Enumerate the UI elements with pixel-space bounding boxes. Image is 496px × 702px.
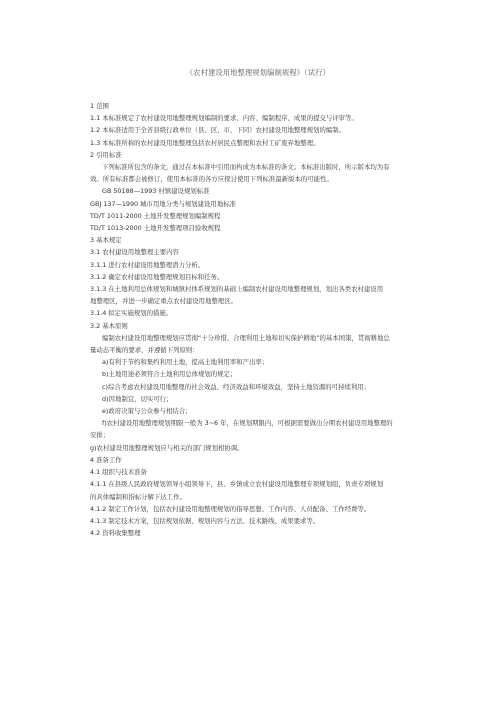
paragraph-line: 3.1 农村建设用地整理主要内容 [90,248,179,257]
paragraph-line: 4.2 资料收集整理 [90,529,141,538]
paragraph-line: e)政府决策与公众参与相结合； [102,407,192,416]
paragraph-line: 编制农村建设用地整理规划应贯彻“十分珍惜、合理利用土地和切实保护耕地”的基本国策，贯彻耕地总 [102,333,390,342]
paragraph-line: g)农村建设用地整理规划应与相关的部门规划相协调。 [90,443,244,452]
paragraph-line: 3.1.2 确定农村建设用地整理规划目标和任务。 [90,272,224,281]
paragraph-line: TD/T 1013-2000 土地开发整理项目验收规程 [90,224,221,233]
paragraph-line: c)综合考虑农村建设用地整理的社会效益、经济效益和环境效益，坚持土地资源的可持续利用； [102,382,371,391]
paragraph-line: TD/T 1011-2000 土地开发整理规划编制规程 [90,211,221,220]
paragraph-line: d)因地制宜，切实可行； [102,394,173,403]
document-body [90,100,426,539]
paragraph-line: 1.3 本标准所称的农村建设用地整理包括农村居民点整理和农村工矿废弃地整理。 [90,138,320,147]
paragraph-line: 3 基本规定 [90,236,122,245]
paragraph-line: GB 50188—1993 村镇建设规划标准 [102,187,210,196]
paragraph-line: 4.1.2 制定工作计划，包括农村建设用地整理规划的指导思想、工作内容、人员配备、工作经费等。 [90,504,371,513]
paragraph-line: 4 准备工作 [90,455,122,464]
paragraph-line: 4.1 组织与技术准备 [90,468,147,477]
document-title: 《农村建设用地整理规划编制规程》（试行） [185,68,331,77]
paragraph-line: 地整理区，并进一步确定重点农村建设用地整理区。 [90,297,237,306]
paragraph-line: 3.2 基本原则 [90,321,128,330]
paragraph-line: 1.2 本标准适用于全省县级行政单位（县、区、市，下同）农村建设用地整理规划的编制。 [90,126,346,135]
paragraph-line: f)农村建设用地整理规划期限一般为 3~6 年，在规划期限内，可根据需要做出分期农村建设用地整理的 [102,419,393,428]
paragraph-line: 的具体编制和指标分解下达工作。 [90,492,186,501]
paragraph-line: 1 范围 [90,102,109,110]
paragraph-line: GBJ 137—1990 城市用地分类与规划建设用地标准 [90,199,236,208]
paragraph-line: 效。所有标准都会被修订，使用本标准的各方应探讨使用下列标准最新版本的可能性。 [90,175,333,184]
paragraph-line: 下列标准所包含的条文，通过在本标准中引用而构成为本标准的条文。本标准出版时，所示版本均为有 [102,163,390,172]
paragraph-line: 量动态平衡的要求，并遵循下列原则： [90,346,199,355]
paragraph-line: 4.1.3 制定技术方案，包括规划依据、规划内容与方法、技术路线、成果要求等。 [90,516,320,525]
paragraph-line: 安排； [90,431,110,440]
paragraph-line: a)有利于节约和集约利用土地，提高土地利用率和产出率； [102,358,269,367]
paragraph-line: 3.1.3 在土地利用总体规划和城镇村体系规划的基础上编制农村建设用地整理规划，划出各类农村建设用 [90,285,384,294]
paragraph-line: 3.1.4 拟定实施规划的措施。 [90,309,173,318]
paragraph-line: 4.1.1 在县级人民政府规划领导小组领导下，县、乡镇成立农村建设用地整理专项规划组，负责专项规划 [90,480,384,489]
paragraph-line: 2 引用标准 [90,150,122,159]
paragraph-line: 1.1 本标准规定了农村建设用地整理规划编制的要求、内容、编制程序、成果的提交与评审等。 [90,114,358,123]
paragraph-line: 3.1.1 进行农村建设用地整理潜力分析。 [90,260,205,269]
paragraph-line: b)土地用途必须符合土地利用总体规划的规定； [102,370,237,379]
